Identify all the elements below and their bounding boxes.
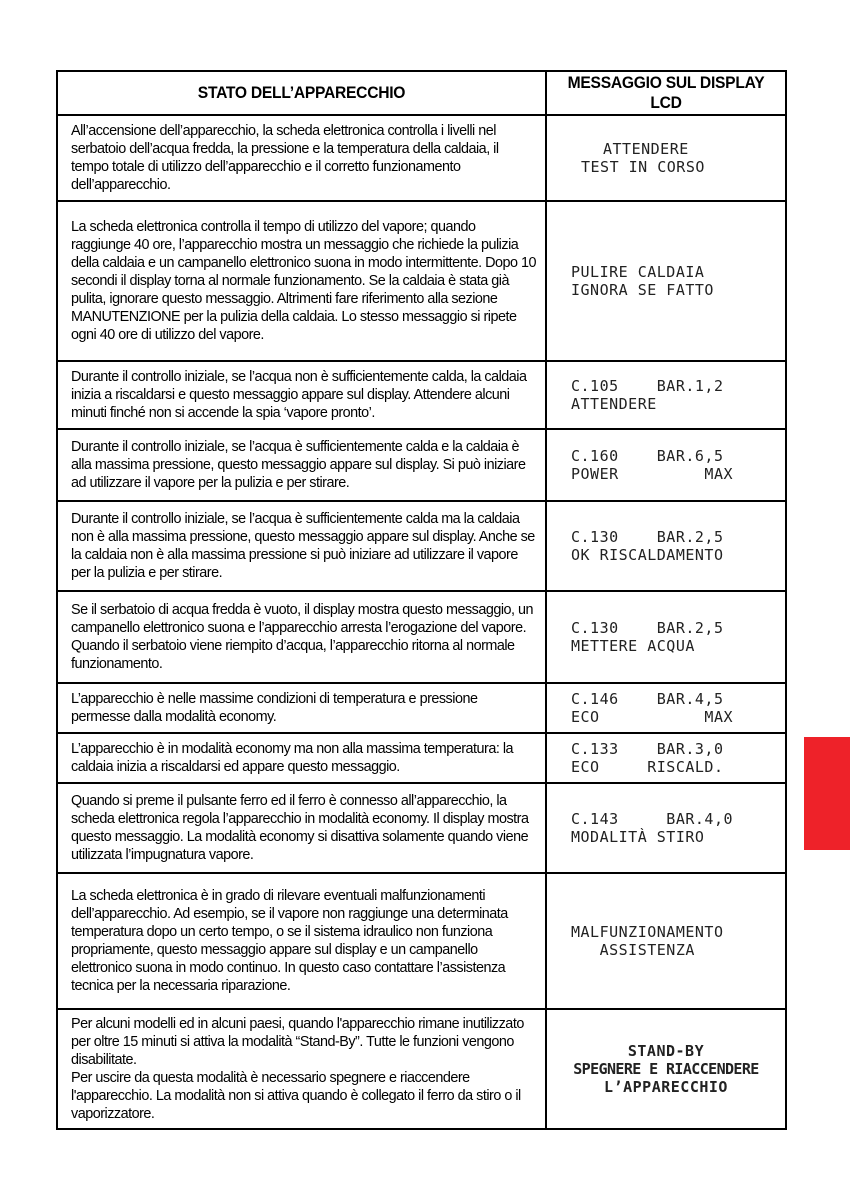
status-description: Quando si preme il pulsante ferro ed il ferro è connesso all’apparecchio, la scheda elettronica regola l’apparecchio in modalità economy. Il display mostra questo messaggio. La modalità economy si disattiva solamente quando viene utilizzata l’impugnatura vapore. [57, 783, 546, 873]
lcd-line: METTERE ACQUA [571, 637, 695, 655]
lcd-line: C.105 BAR.1,2 [571, 377, 724, 395]
lcd-line: STAND-BY [627, 1042, 705, 1060]
table-row [57, 115, 786, 201]
table-row [57, 733, 786, 783]
lcd-line: POWER MAX [571, 465, 734, 483]
status-description: Durante il controllo iniziale, se l’acqua è sufficientemente calda ma la caldaia non è alla massima pressione, questo messaggio appare sul display. Anche se la caldaia non è alla massima pressione si può iniziare ad utilizzare il vapore per la pulizia e per stirare. [57, 501, 546, 591]
table-row [57, 591, 786, 683]
table-row [57, 429, 786, 501]
table-row [57, 361, 786, 429]
lcd-line: C.146 BAR.4,5 [571, 690, 724, 708]
lcd-line: ATTENDERE [603, 140, 689, 158]
lcd-line: ECO MAX [571, 708, 734, 726]
status-description: Se il serbatoio di acqua fredda è vuoto, il display mostra questo messaggio, un campanello elettronico suona e l’apparecchio arresta l’erogazione del vapore. Quando il serbatoio viene riempito d’acqua, l’apparecchio ritorna al normale funzionamento. [57, 591, 546, 683]
lcd-message [546, 783, 786, 873]
status-description: Durante il controllo iniziale, se l’acqua è sufficientemente calda e la caldaia è alla massima pressione, questo messaggio appare sul display. Si può iniziare ad utilizzare il vapore per la pulizia e per stirare. [57, 429, 546, 501]
table-row [57, 873, 786, 1009]
status-description: Durante il controllo iniziale, se l’acqua non è sufficientemente calda, la caldaia inizia a riscaldarsi e questo messaggio appare sul display. Attendere alcuni minuti finché non si accende la spia ‘vapore pronto’. [57, 361, 546, 429]
lcd-message [546, 429, 786, 501]
lcd-message [546, 1009, 786, 1129]
lcd-line: OK RISCALDAMENTO [571, 546, 724, 564]
table-row [57, 501, 786, 591]
lcd-message [546, 591, 786, 683]
lcd-line: C.133 BAR.3,0 [571, 740, 724, 758]
lcd-line: C.130 BAR.2,5 [571, 528, 724, 546]
lcd-line: SPEGNERE E RIACCENDERE [573, 1060, 759, 1078]
section-tab-marker [804, 737, 850, 850]
table-row [57, 683, 786, 733]
lcd-message [546, 683, 786, 733]
lcd-message [546, 201, 786, 361]
lcd-line: MALFUNZIONAMENTO [571, 923, 724, 941]
description-paragraph: Per alcuni modelli ed in alcuni paesi, quando l'apparecchio rimane inutilizzato per oltre 15 minuti si attiva la modalità “Stand-By”. Tutte le funzioni vengono disabilitate. [71, 1016, 524, 1068]
lcd-message [546, 501, 786, 591]
lcd-message [546, 873, 786, 1009]
lcd-message [546, 733, 786, 783]
lcd-line: L’APPARECCHIO [604, 1078, 728, 1096]
lcd-line: ASSISTENZA [571, 941, 695, 959]
lcd-message [546, 115, 786, 201]
status-description: La scheda elettronica controlla il tempo di utilizzo del vapore; quando raggiunge 40 ore, l’apparecchio mostra un messaggio che richiede la pulizia della caldaia e un campanello elettronico suona in modo intermittente. Dopo 10 secondi il display torna al normale funzionamento. Se la caldaia è stata già pulita, ignorare questo messaggio. Altrimenti fare riferimento alla sezione MANUTENZIONE per la pulizia della caldaia. Lo stesso messaggio si ripete ogni 40 ore di utilizzo del vapore. [57, 201, 546, 361]
description-paragraph: Per uscire da questa modalità è necessario spegnere e riaccendere l'apparecchio. La modalità non si attiva quando è collegato il ferro da stiro o il vaporizzatore. [71, 1070, 521, 1122]
header-device-status: STATO DELL’APPARECCHIO [77, 71, 527, 115]
status-description: L’apparecchio è nelle massime condizioni di temperatura e pressione permesse dalla modalità economy. [57, 683, 546, 733]
lcd-line: MODALITÀ STIRO [571, 828, 705, 846]
lcd-line: PULIRE CALDAIA [571, 263, 705, 281]
status-description [57, 1009, 546, 1129]
lcd-line: ECO RISCALD. [571, 758, 724, 776]
lcd-line: ATTENDERE [571, 395, 657, 413]
table-row [57, 783, 786, 873]
lcd-line: TEST IN CORSO [581, 158, 705, 176]
lcd-line: IGNORA SE FATTO [571, 281, 714, 299]
status-description: All’accensione dell’apparecchio, la scheda elettronica controlla i livelli nel serbatoio dell’acqua fredda, la pressione e la temperatura della caldaia, il tempo totale di utilizzo dell’apparecchio e il corretto funzionamento dell’apparecchio. [57, 115, 546, 201]
header-lcd-message: MESSAGGIO SUL DISPLAY LCD [556, 71, 777, 115]
lcd-line: C.160 BAR.6,5 [571, 447, 724, 465]
status-message-table [56, 70, 787, 1130]
table-row [57, 201, 786, 361]
lcd-message [546, 361, 786, 429]
lcd-line: C.130 BAR.2,5 [571, 619, 724, 637]
lcd-line: C.143 BAR.4,0 [571, 810, 734, 828]
status-description: L’apparecchio è in modalità economy ma non alla massima temperatura: la caldaia inizia a riscaldarsi ed appare questo messaggio. [57, 733, 546, 783]
table-row [57, 1009, 786, 1129]
status-description: La scheda elettronica è in grado di rilevare eventuali malfunzionamenti dell’apparecchio. Ad esempio, se il vapore non raggiunge una determinata temperatura dopo un certo tempo, o se il sistema idraulico non funziona propriamente, questo messaggio appare sul display e un campanello elettronico suona in modo continuo. In questo caso contattare l’assistenza tecnica per la necessaria riparazione. [57, 873, 546, 1009]
